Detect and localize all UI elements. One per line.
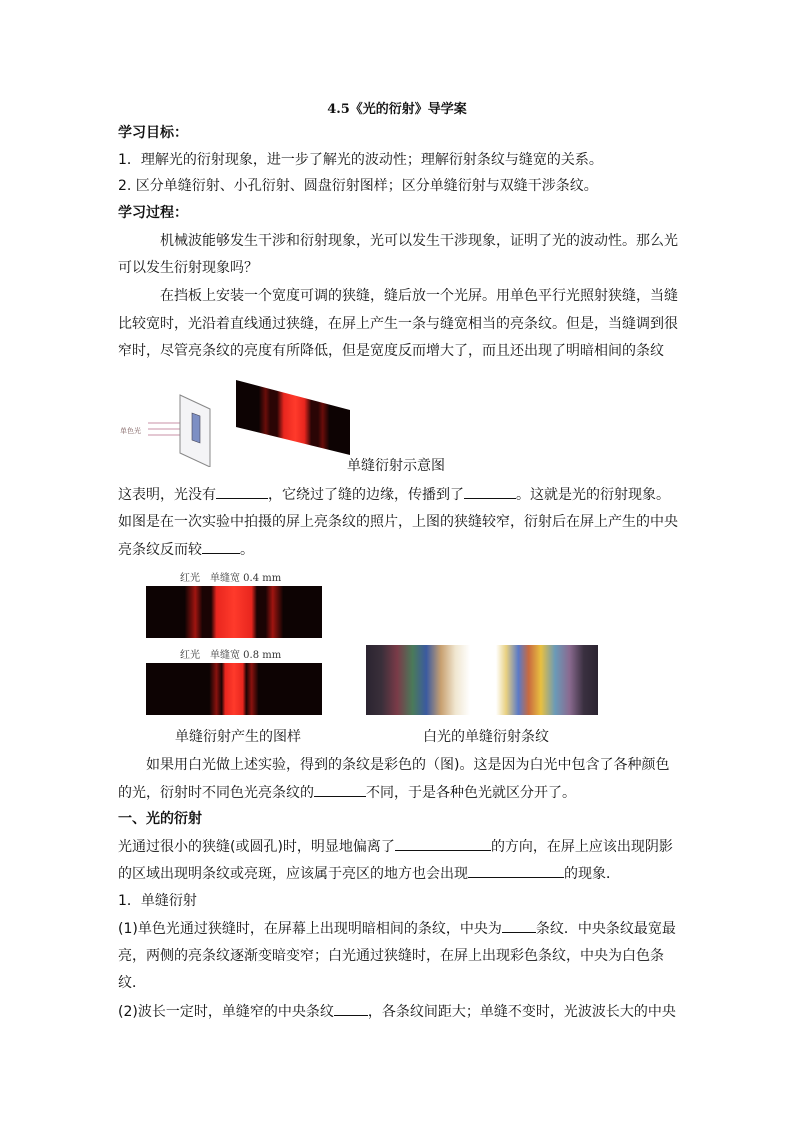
text-segment: ，它绕过了缝的边缘，传播到了: [268, 487, 464, 503]
svg-text:单色光: 单色光: [120, 427, 141, 435]
text-segment: (1)单色光通过狭缝时，在屏幕上出现明暗相间的条纹，中央为: [118, 921, 502, 937]
slit-barrier: [180, 395, 210, 467]
text-segment: 的方向，在屏上应该出现阴影: [490, 839, 673, 855]
para2-line2: 比较宽时，光沿着直线通过狭缝，在屏上产生一条与缝宽相当的亮条纹。但是，当缝调到很: [118, 316, 678, 332]
fig2-top-label: 红光 单缝宽 0.4 mm: [180, 573, 282, 584]
text-segment: 的现象．: [564, 866, 620, 882]
text-segment: 光通过很小的狭缝(或圆孔)时，明显地偏离了: [118, 839, 395, 855]
diffraction-screen: [236, 380, 350, 455]
page-title: 4.5《光的衍射》导学案: [327, 102, 467, 117]
goals-heading: 学习目标：: [118, 125, 188, 141]
para4-line2: [118, 782, 576, 803]
fig1-caption: 单缝衍射示意图: [347, 458, 445, 474]
text-segment: 的光，衍射时不同色光亮条纹的: [118, 785, 314, 801]
fill-blank-4[interactable]: [314, 782, 366, 797]
fill-blank-8[interactable]: [334, 1001, 368, 1016]
sec3-line1: [118, 1001, 676, 1022]
fill-blank-1[interactable]: [216, 484, 268, 499]
single-slit-diagram: [118, 375, 358, 467]
text-segment: 条纹．中央条纹最宽最: [535, 921, 676, 937]
red-slit-0.4mm-photo: [146, 586, 322, 638]
text-segment: (2)波长一定时，单缝窄的中央条纹: [118, 1004, 334, 1020]
process-heading: 学习过程：: [118, 205, 188, 221]
fill-blank-2[interactable]: [464, 484, 516, 499]
para1-line1: 机械波能够发生干涉和衍射现象，光可以发生干涉现象，证明了光的波动性。那么光: [160, 233, 678, 249]
sub1-heading: 1．单缝衍射: [118, 893, 197, 909]
para3-line2: 如图是在一次实验中拍摄的屏上亮条纹的照片，上图的狭缝较窄，衍射后在屏上产生的中央: [118, 514, 678, 530]
text-segment: ，各条纹间距大；单缝不变时，光波波长大的中央: [367, 1004, 676, 1020]
white-light-diffraction-photo: [366, 645, 598, 715]
sec1-line2: [118, 863, 620, 884]
fig2-caption: 单缝衍射产生的图样: [175, 729, 301, 745]
fill-blank-6[interactable]: [468, 863, 564, 878]
para3-line1: [118, 484, 670, 505]
sec2-line1: [118, 918, 676, 939]
red-slit-0.8mm-photo: [146, 663, 322, 715]
sec2-line3: 纹．: [118, 975, 146, 991]
text-segment: 。: [240, 542, 254, 558]
para3-line3: [118, 539, 254, 560]
goal-1: 1．理解光的衍射现象，进一步了解光的波动性；理解衍射条纹与缝宽的关系。: [118, 152, 603, 168]
goal-2: 2. 区分单缝衍射、小孔衍射、圆盘衍射图样；区分单缝衍射与双缝干涉条纹。: [118, 178, 598, 194]
text-segment: 不同，于是各种色光就区分开了。: [366, 785, 576, 801]
fig2-bottom-label: 红光 单缝宽 0.8 mm: [180, 650, 282, 661]
fill-blank-3[interactable]: [202, 539, 240, 554]
para2-line3: 窄时，尽管亮条纹的亮度有所降低，但是宽度反而增大了，而且还出现了明暗相间的条纹: [118, 343, 664, 359]
section1-heading: 一、光的衍射: [118, 811, 202, 827]
fig3-caption: 白光的单缝衍射条纹: [423, 729, 549, 745]
fill-blank-7[interactable]: [502, 918, 536, 933]
text-segment: 亮条纹反而较: [118, 542, 202, 558]
para1-line2: 可以发生衍射现象吗？: [118, 260, 258, 276]
text-segment: 这表明，光没有: [118, 487, 216, 503]
para2-line1: 在挡板上安装一个宽度可调的狭缝，缝后放一个光屏。用单色平行光照射狭缝，当缝: [160, 288, 678, 304]
fill-blank-5[interactable]: [395, 836, 491, 851]
sec1-line1: [118, 836, 673, 857]
text-segment: 。这就是光的衍射现象。: [516, 487, 670, 503]
sec2-line2: 亮，两侧的亮条纹逐渐变暗变窄；白光通过狭缝时，在屏上出现彩色条纹，中央为白色条: [118, 948, 664, 964]
para4-line1: 如果用白光做上述实验，得到的条纹是彩色的（图)。这是因为白光中包含了各种颜色: [146, 757, 670, 773]
text-segment: 的区域出现明条纹或亮斑，应该属于亮区的地方也会出现: [118, 866, 468, 882]
light-source-label: [120, 426, 141, 435]
